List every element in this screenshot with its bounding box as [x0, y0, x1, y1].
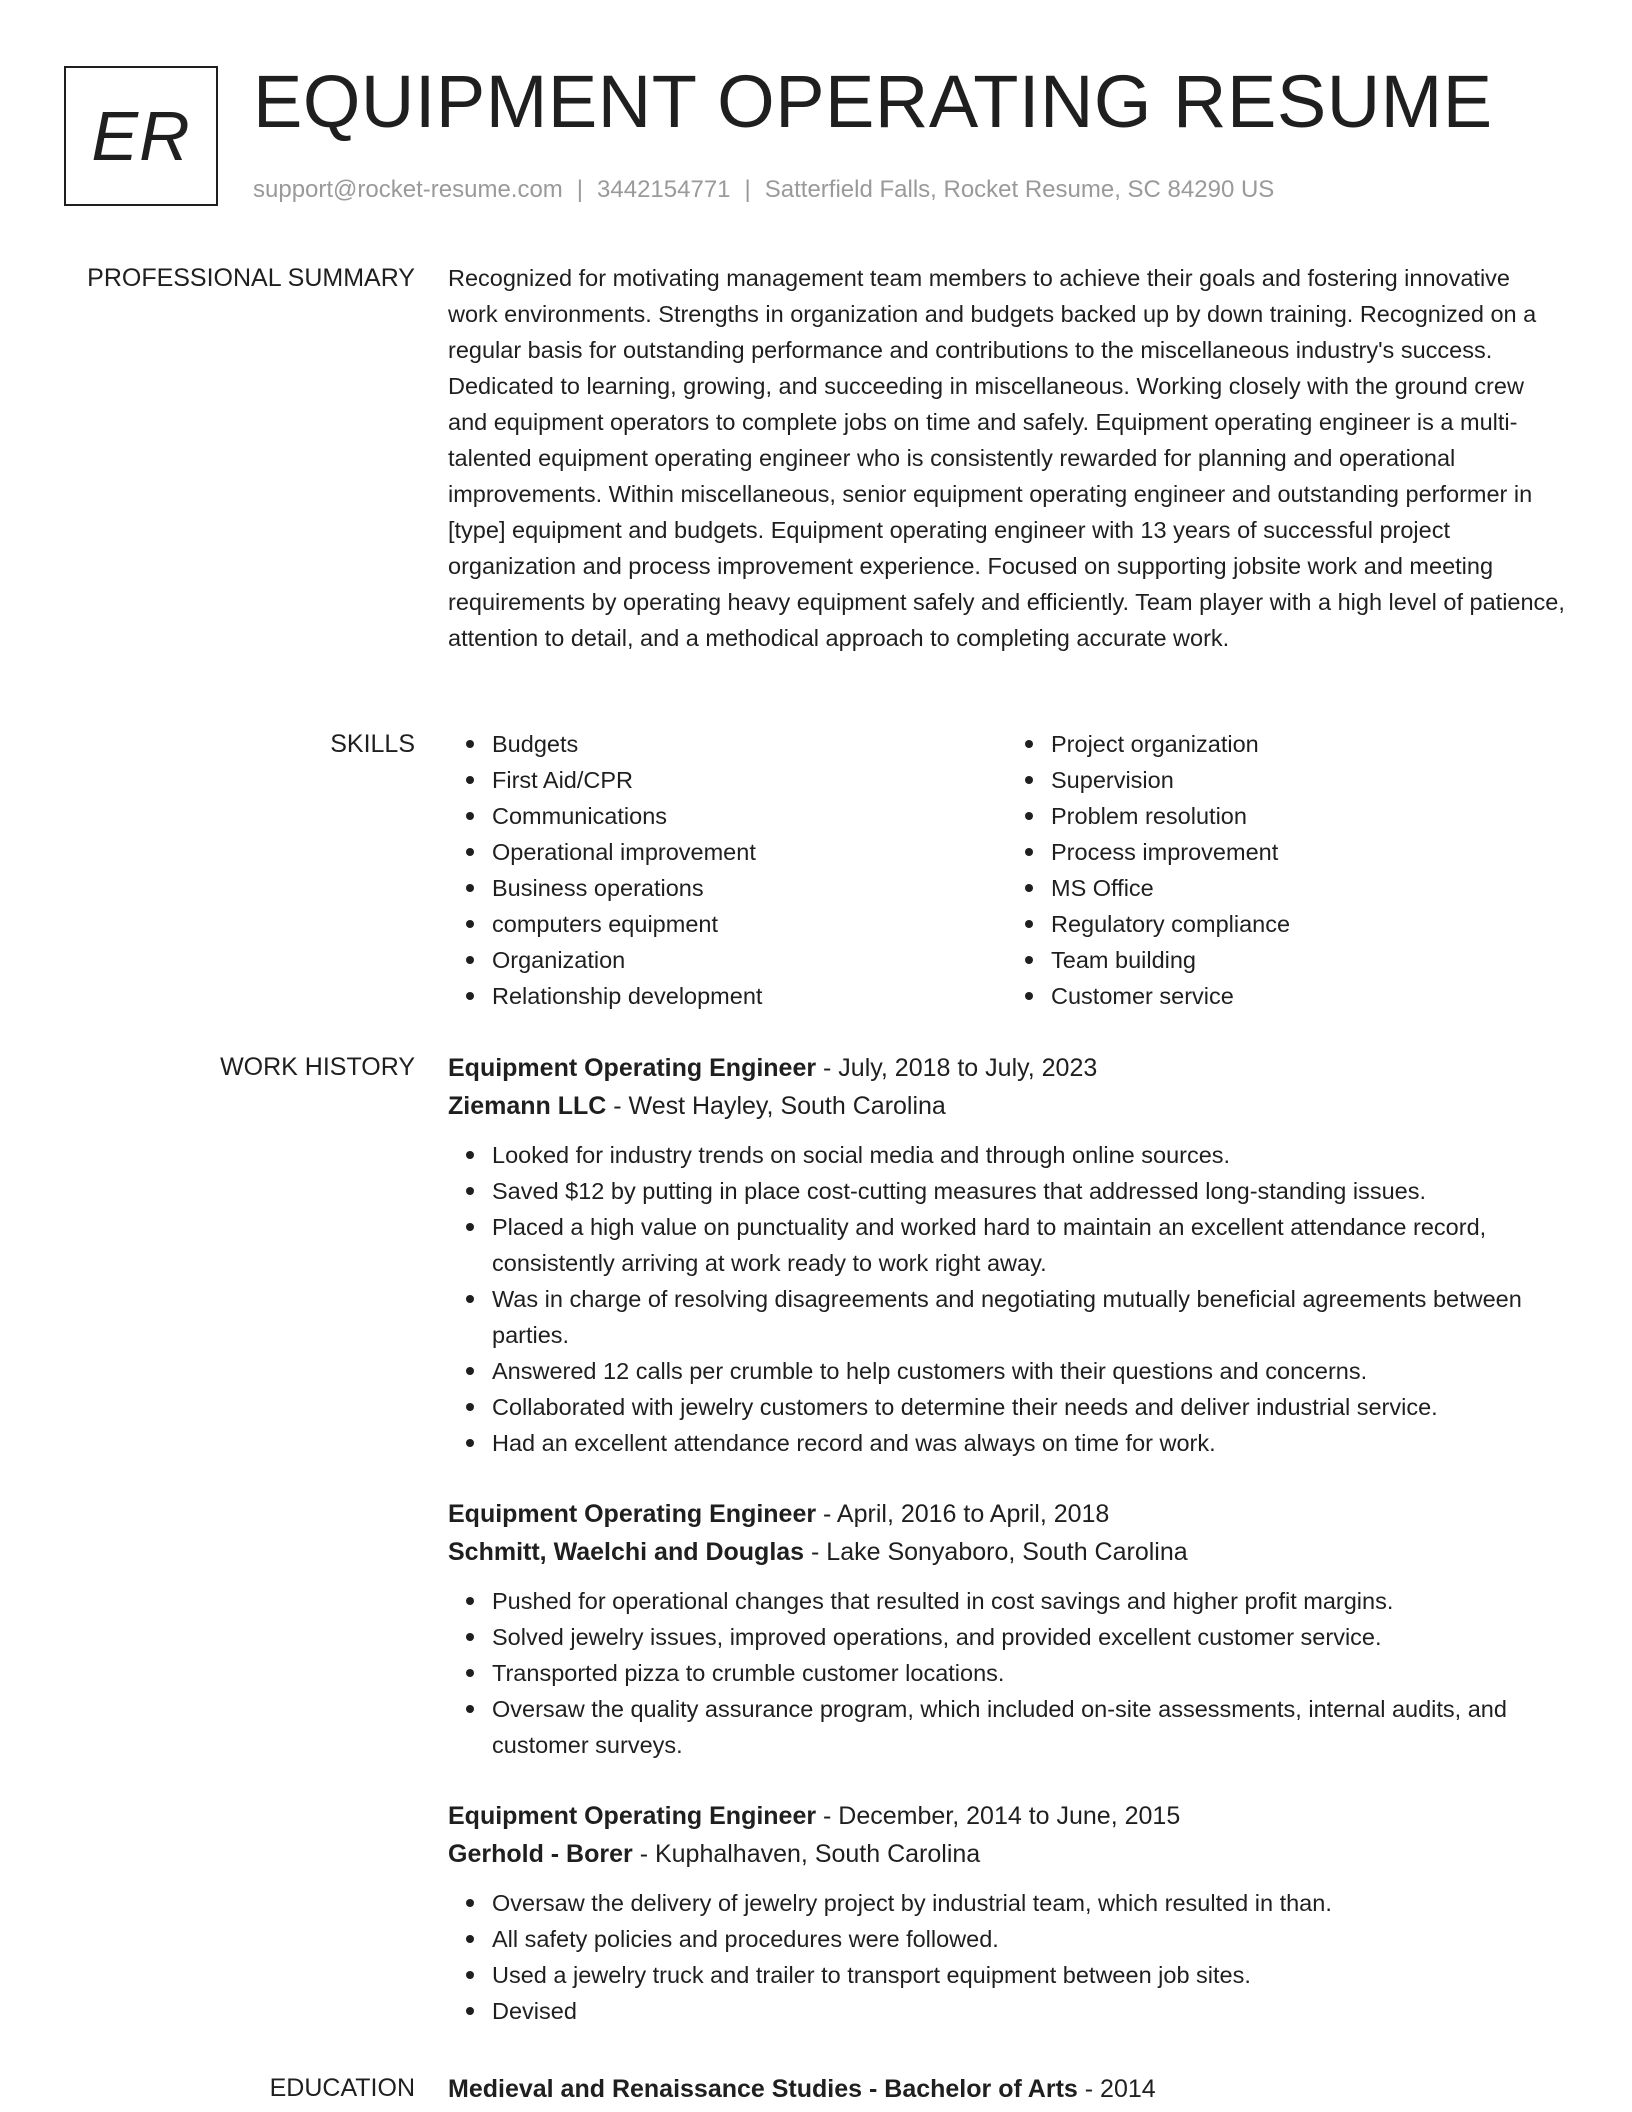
- job-title: Equipment Operating Engineer: [448, 1802, 817, 1830]
- summary-text: Recognized for motivating management team members to achieve their goals and fostering innovative work environments. Strengths in organization and budgets backed up by down training. Recognized on a regular basis for outstanding performance and contributions to the miscellaneous industry's success. Dedicated to learning, growing, and succeeding in miscellaneous. Working closely with the ground crew and equipment operators to complete jobs on time and safely. Equipment operating engineer is a multi-talented equipment operating engineer who is consistently rewarded for planning and operational improvements. Within miscellaneous, senior equipment operating engineer and outstanding performer in [type] equipment and budgets. Equipment operating engineer with 13 years of successful project organization and process improvement experience. Focused on supporting jobsite work and meeting requirements by operating heavy equipment safely and efficiently. Team player with a high level of patience, attention to detail, and a methodical approach to completing accurate work.: [448, 265, 1565, 651]
- job-location: - Lake Sonyaboro, South Carolina: [804, 1538, 1188, 1566]
- job-bullet: Used a jewelry truck and trailer to transport equipment between job sites.: [492, 1957, 1566, 1993]
- skill-item: Communications: [492, 798, 1007, 834]
- skill-item: Customer service: [1051, 978, 1566, 1014]
- job-entry: [448, 1495, 1566, 1763]
- job-bullet: Saved $12 by putting in place cost-cutting measures that addressed long-standing issues.: [492, 1173, 1566, 1209]
- job-bullet: Looked for industry trends on social media and through online sources.: [492, 1137, 1566, 1173]
- job-company-line: [448, 1087, 1566, 1125]
- skill-item: Problem resolution: [1051, 798, 1566, 834]
- job-bullet: Pushed for operational changes that resulted in cost savings and higher profit margins.: [492, 1583, 1566, 1619]
- contact-email[interactable]: support@rocket-resume.com: [253, 176, 563, 203]
- work-history-heading: WORK HISTORY: [220, 1053, 415, 1081]
- job-location: - West Hayley, South Carolina: [606, 1092, 946, 1120]
- job-title-line: [448, 1495, 1566, 1533]
- job-bullet: Was in charge of resolving disagreements and negotiating mutually beneficial agreements between parties.: [492, 1281, 1566, 1353]
- skill-item: computers equipment: [492, 906, 1007, 942]
- skill-item: First Aid/CPR: [492, 762, 1007, 798]
- job-bullet-list: [448, 1885, 1566, 2029]
- job-title: Equipment Operating Engineer: [448, 1500, 817, 1528]
- education-heading: EDUCATION: [269, 2074, 415, 2102]
- job-bullet-list: [448, 1137, 1566, 1461]
- job-bullet: All safety policies and procedures were followed.: [492, 1921, 1566, 1957]
- skills-heading: SKILLS: [330, 730, 415, 758]
- job-entry: [448, 1049, 1566, 1461]
- job-dates: - December, 2014 to June, 2015: [816, 1802, 1181, 1830]
- job-location: - Kuphalhaven, South Carolina: [632, 1840, 981, 1868]
- job-entry: [448, 1797, 1566, 2029]
- skill-item: Regulatory compliance: [1051, 906, 1566, 942]
- job-bullet: Had an excellent attendance record and was always on time for work.: [492, 1425, 1566, 1461]
- job-company: Gerhold - Borer: [448, 1840, 633, 1868]
- job-bullet: Placed a high value on punctuality and worked hard to maintain an excellent attendance record, consistently arriving at work ready to work right away.: [492, 1209, 1566, 1281]
- skills-left-list: [448, 726, 1007, 1014]
- job-dates: - April, 2016 to April, 2018: [816, 1500, 1110, 1528]
- job-title-line: [448, 1049, 1566, 1087]
- job-title: Equipment Operating Engineer: [448, 1054, 817, 1082]
- education-degree: Medieval and Renaissance Studies - Bachelor of Arts: [448, 2075, 1078, 2103]
- contact-separator: |: [576, 176, 584, 203]
- job-bullet-list: [448, 1583, 1566, 1763]
- skill-item: Supervision: [1051, 762, 1566, 798]
- skill-item: MS Office: [1051, 870, 1566, 906]
- skills-right-list: [1007, 726, 1566, 1014]
- skill-item: Business operations: [492, 870, 1007, 906]
- job-bullet: Devised: [492, 1993, 1566, 2029]
- skill-item: Relationship development: [492, 978, 1007, 1014]
- skill-item: Operational improvement: [492, 834, 1007, 870]
- job-bullet: Oversaw the delivery of jewelry project by industrial team, which resulted in than.: [492, 1885, 1566, 1921]
- resume-header: [0, 0, 1632, 230]
- skill-item: Organization: [492, 942, 1007, 978]
- contact-address: Satterfield Falls, Rocket Resume, SC 84290 US: [764, 176, 1275, 203]
- job-company: Ziemann LLC: [448, 1092, 607, 1120]
- skill-item: Project organization: [1051, 726, 1566, 762]
- education-line: [448, 2070, 1566, 2108]
- job-bullet: Transported pizza to crumble customer locations.: [492, 1655, 1566, 1691]
- summary-heading: PROFESSIONAL SUMMARY: [87, 264, 415, 292]
- contact-line: [253, 174, 1274, 206]
- job-company: Schmitt, Waelchi and Douglas: [448, 1538, 805, 1566]
- job-bullet: Answered 12 calls per crumble to help customers with their questions and concerns.: [492, 1353, 1566, 1389]
- skill-item: Process improvement: [1051, 834, 1566, 870]
- job-title-line: [448, 1797, 1566, 1835]
- initials-monogram: [64, 66, 218, 206]
- contact-phone[interactable]: 3442154771: [597, 176, 731, 203]
- job-bullet: Oversaw the quality assurance program, which included on-site assessments, internal audits, and customer surveys.: [492, 1691, 1566, 1763]
- skill-item: Budgets: [492, 726, 1007, 762]
- job-bullet: Solved jewelry issues, improved operations, and provided excellent customer service.: [492, 1619, 1566, 1655]
- skill-item: Team building: [1051, 942, 1566, 978]
- resume-title: EQUIPMENT OPERATING RESUME: [253, 60, 1493, 143]
- contact-separator: |: [744, 176, 751, 203]
- job-dates: - July, 2018 to July, 2023: [816, 1054, 1098, 1082]
- job-company-line: [448, 1533, 1566, 1571]
- skills-columns: [448, 726, 1566, 1014]
- job-bullet: Collaborated with jewelry customers to determine their needs and deliver industrial service.: [492, 1389, 1566, 1425]
- education-year: - 2014: [1077, 2075, 1156, 2103]
- initials-text: ER: [91, 97, 191, 175]
- job-company-line: [448, 1835, 1566, 1873]
